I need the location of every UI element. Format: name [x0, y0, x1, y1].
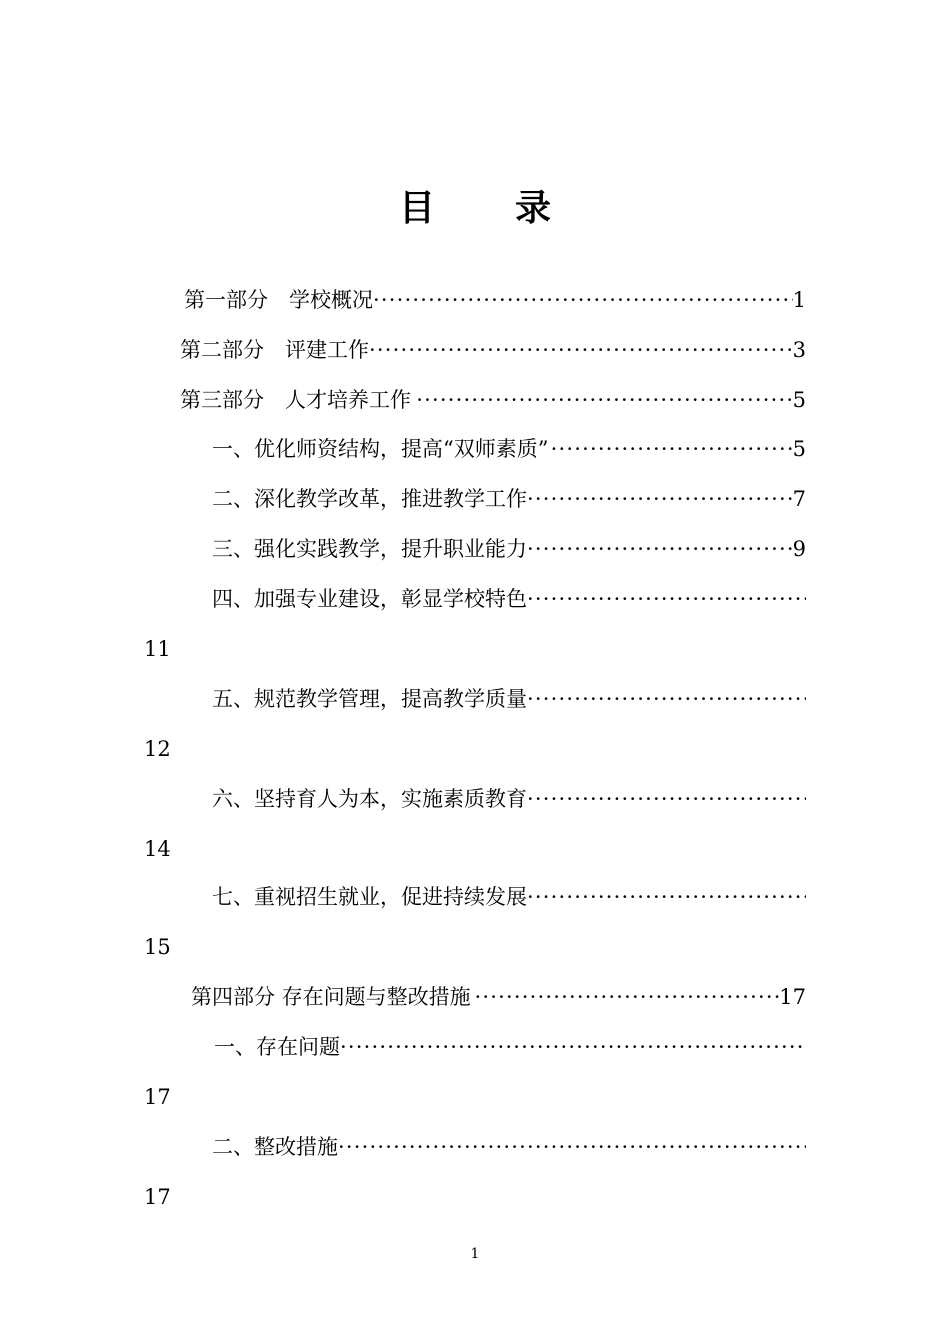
toc-entry[interactable] — [180, 335, 806, 365]
page-title — [0, 180, 950, 231]
toc-entry-label: 三、强化实践教学，提升职业能力 — [212, 534, 529, 564]
toc-entry-page: 17 — [144, 1185, 171, 1209]
toc-entry-label: 二、深化教学改革，推进教学工作 — [212, 484, 529, 514]
toc-entry-label: 第二部分 评建工作 — [180, 335, 371, 365]
toc-entry-label: 二、整改措施 — [212, 1132, 340, 1162]
toc-entry-label: 第四部分 存在问题与整改措施 — [191, 982, 473, 1012]
toc-entry-page: 12 — [144, 737, 171, 761]
toc-entry-page: 17 — [779, 982, 806, 1012]
toc-entry-page: 7 — [793, 484, 806, 514]
toc-entry[interactable] — [212, 1132, 806, 1162]
toc-entry[interactable] — [180, 385, 806, 415]
toc-entry-page: 14 — [144, 837, 171, 861]
toc-entry-label: 四、加强专业建设，彰显学校特色 — [212, 584, 529, 614]
toc-entry[interactable] — [191, 982, 806, 1012]
toc-entry-page: 3 — [793, 335, 806, 365]
toc-entry[interactable] — [212, 784, 806, 814]
toc-entry-label: 第一部分 学校概况 — [184, 285, 375, 315]
title-char-1: 目 — [398, 187, 435, 229]
toc-entry-page: 9 — [793, 534, 806, 564]
toc-entry-label: 第三部分 人才培养工作 — [180, 385, 413, 415]
toc-entry-page: 11 — [144, 637, 171, 661]
toc-entry[interactable] — [212, 882, 806, 912]
toc-entry-page: 1 — [793, 285, 806, 315]
footer-page-number: 1 — [470, 1246, 480, 1262]
toc-entry-page: 5 — [793, 434, 806, 464]
toc-entry[interactable] — [214, 1032, 806, 1062]
toc-entry-label: 一、优化师资结构，提高“双师素质” — [212, 434, 550, 464]
toc-entry-label: 五、规范教学管理，提高教学质量 — [212, 684, 529, 714]
toc-entry[interactable] — [212, 584, 806, 614]
toc-entry[interactable] — [212, 434, 806, 464]
toc-entry-page: 17 — [144, 1085, 171, 1109]
toc-entry-label: 一、存在问题 — [214, 1032, 342, 1062]
toc-entry-label: 七、重视招生就业，促进持续发展 — [212, 882, 529, 912]
title-char-2: 录 — [515, 187, 552, 229]
toc-entry[interactable] — [184, 285, 806, 315]
toc-entry-label: 六、坚持育人为本，实施素质教育 — [212, 784, 529, 814]
toc-entry[interactable] — [212, 684, 806, 714]
toc-entry[interactable] — [212, 534, 806, 564]
toc-entry-page: 5 — [793, 385, 806, 415]
toc-entry[interactable] — [212, 484, 806, 514]
toc-entry-page: 15 — [144, 935, 171, 959]
